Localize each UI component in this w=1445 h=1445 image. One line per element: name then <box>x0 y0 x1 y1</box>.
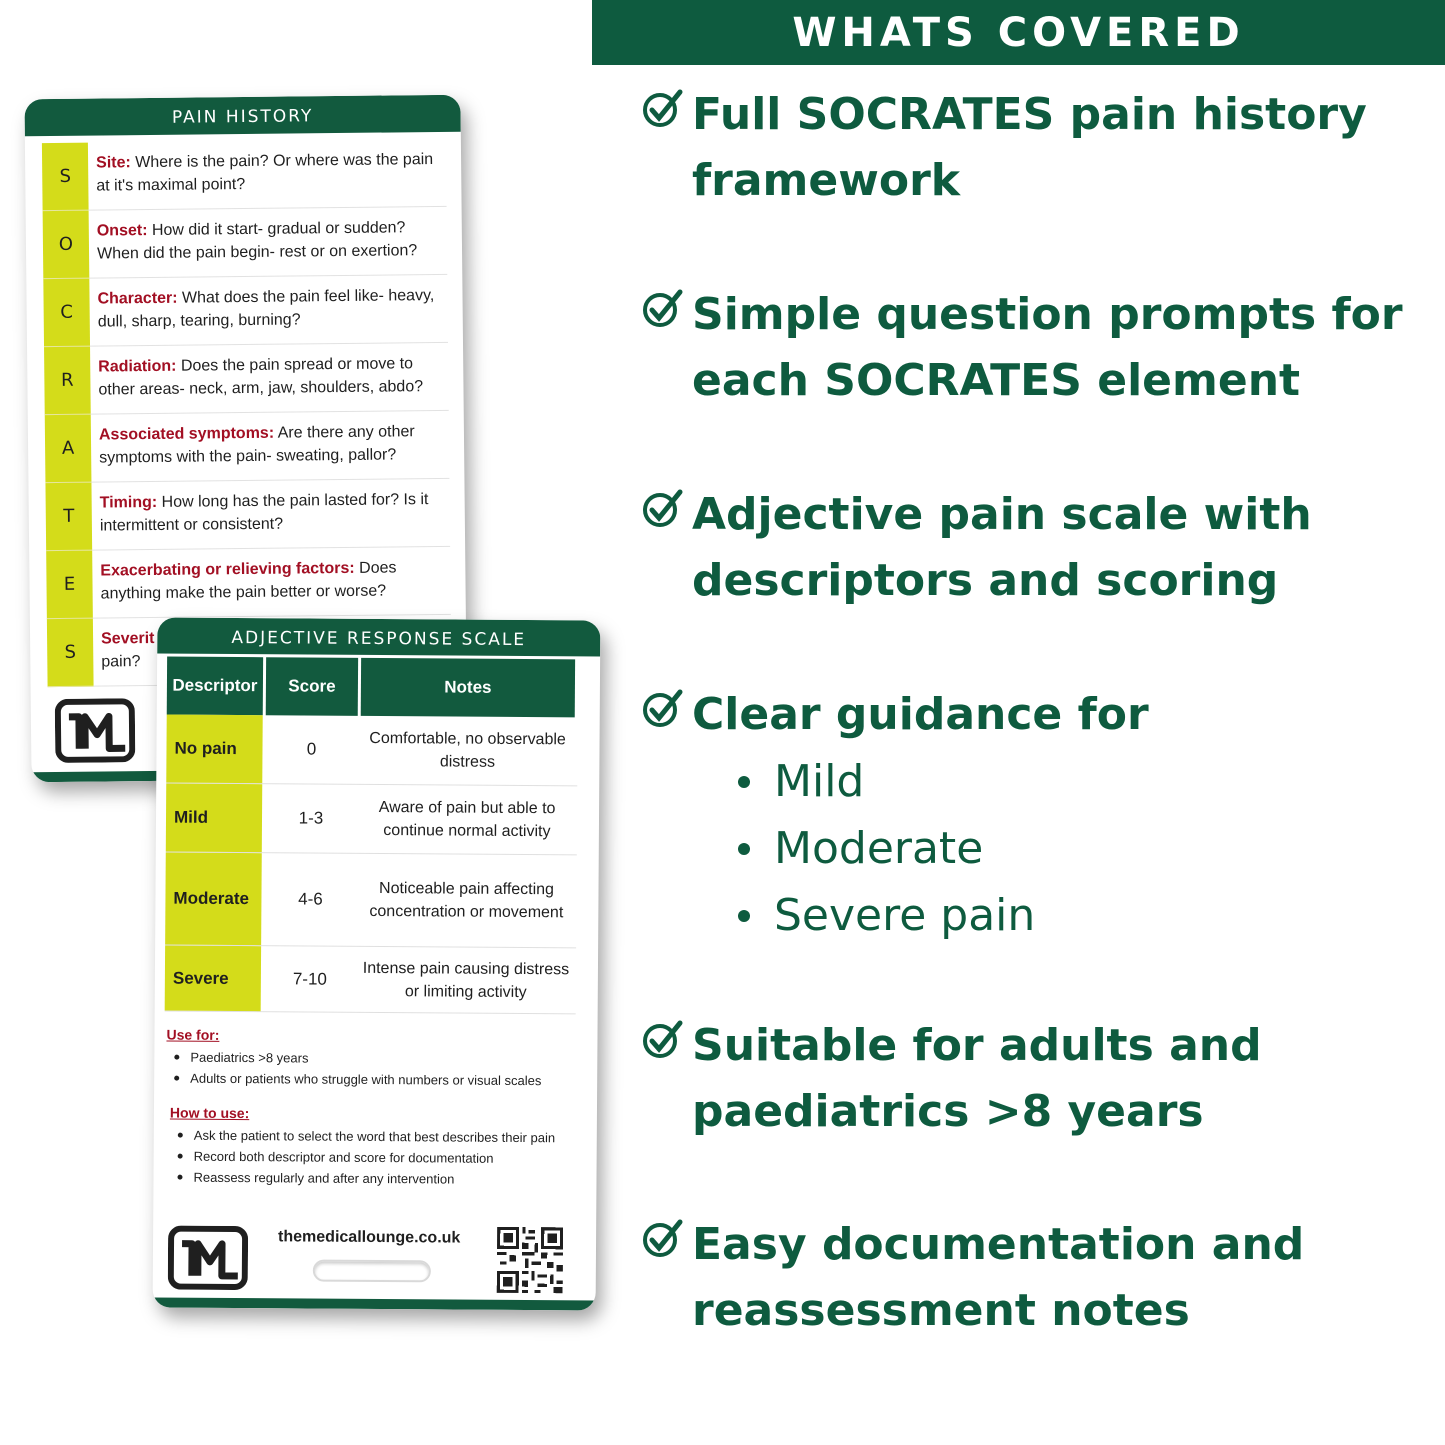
table-row <box>165 853 577 949</box>
feature-text: Clear guidance for <box>692 689 1149 740</box>
bullet-item: Moderate <box>732 815 1430 882</box>
notes-cell: Comfortable, no observable distress <box>369 729 566 771</box>
list-item: Ask the patient to select the word that best describes their pain <box>170 1125 590 1149</box>
use-for-heading: Use for: <box>166 1026 220 1043</box>
descriptor-cell: Mild <box>166 784 262 853</box>
feature-item <box>640 282 1430 414</box>
card-title: PAIN HISTORY <box>24 95 460 137</box>
feature-item <box>640 82 1430 214</box>
notes-cell: Aware of pain but able to continue normal activity <box>378 799 556 841</box>
score-cell: 4-6 <box>298 889 323 909</box>
whats-covered-banner: WHATS COVERED <box>592 0 1445 65</box>
socrates-row <box>45 411 450 483</box>
feature-item <box>640 1013 1430 1145</box>
socrates-letter: E <box>46 551 93 619</box>
socrates-row <box>43 207 448 279</box>
table-row <box>166 784 577 856</box>
socrates-row <box>44 343 449 415</box>
socrates-question: Radiation: Does the pain spread or move to other areas- neck, arm, jaw, shoulders, abdo? <box>90 343 449 415</box>
score-cell: 7-10 <box>292 968 327 989</box>
use-for-section <box>166 1027 586 1092</box>
socrates-question: Associated symptoms: Are there any other symptoms with the pain- sweating, pallor? <box>91 411 450 483</box>
feature-item <box>640 682 1430 949</box>
socrates-question: Severit pain? <box>93 615 452 687</box>
check-circle-icon <box>640 686 684 730</box>
socrates-grid <box>42 139 452 687</box>
how-to-heading: How to use: <box>169 1104 250 1122</box>
check-circle-icon <box>640 86 684 130</box>
column-header: Notes <box>361 658 575 717</box>
table-header <box>167 657 578 718</box>
feature-text: Adjective pain scale with descriptors and scoring <box>692 489 1312 606</box>
socrates-letter: A <box>45 415 92 483</box>
feature-text: Full SOCRATES pain history framework <box>692 89 1367 206</box>
socrates-row <box>46 547 451 619</box>
card-title: ADJECTIVE RESPONSE SCALE <box>157 617 600 656</box>
socrates-letter: O <box>43 211 90 279</box>
column-header: Score <box>266 657 358 716</box>
scale-table <box>165 657 578 1015</box>
table-row <box>166 715 577 787</box>
check-circle-icon <box>640 486 684 530</box>
feature-item <box>640 482 1430 614</box>
socrates-question: Site: Where is the pain? Or where was the pain at it's maximal point? <box>88 139 447 211</box>
table-row <box>165 946 576 1015</box>
descriptor-cell: Severe <box>165 946 261 1012</box>
feature-text: Simple question prompts for each SOCRATES element <box>692 289 1403 406</box>
tml-logo-icon <box>55 698 136 763</box>
feature-text: Easy documentation and reassessment notes <box>692 1219 1305 1336</box>
feature-item <box>640 1212 1430 1344</box>
bullet-item: Mild <box>732 748 1430 815</box>
notes-cell: Noticeable pain affecting concentration or movement <box>369 880 564 922</box>
socrates-question: Exacerbating or relieving factors: Does anything make the pain better or worse? <box>92 547 451 619</box>
bullet-item: Severe pain <box>732 882 1430 949</box>
descriptor-cell: Moderate <box>165 853 262 946</box>
notes-cell: Intense pain causing distress or limiting activity <box>362 959 570 1001</box>
lanyard-slot <box>313 1260 431 1283</box>
socrates-row <box>43 275 448 347</box>
check-circle-icon <box>640 1017 684 1061</box>
socrates-question: Timing: How long has the pain lasted for? Is it intermittent or consistent? <box>91 479 450 551</box>
socrates-letter: T <box>45 483 92 551</box>
socrates-row <box>42 139 447 211</box>
how-to-section <box>169 1105 590 1191</box>
website-link[interactable]: themedicallounge.co.uk <box>278 1228 461 1247</box>
socrates-letter: S <box>47 619 94 687</box>
list-item: Record both descriptor and score for documentation <box>170 1146 590 1170</box>
severity-bullet-list <box>732 748 1430 949</box>
list-item: Adults or patients who struggle with numbers or visual scales <box>166 1068 586 1092</box>
qr-code-icon <box>497 1227 563 1293</box>
descriptor-cell: No pain <box>166 715 262 784</box>
score-cell: 0 <box>306 739 317 759</box>
column-header: Descriptor <box>167 657 263 716</box>
socrates-letter: S <box>42 143 89 211</box>
card-footer-bar <box>153 1297 596 1310</box>
socrates-letter: C <box>43 279 90 347</box>
socrates-question: Onset: How did it start- gradual or sudden? When did the pain begin- rest or on exertion? <box>89 207 448 279</box>
feature-text: Suitable for adults and paediatrics >8 years <box>692 1020 1262 1137</box>
check-circle-icon <box>640 286 684 330</box>
adjective-scale-card <box>153 617 601 1310</box>
score-cell: 1-3 <box>298 808 324 828</box>
socrates-letter: R <box>44 347 91 415</box>
socrates-row <box>45 479 450 551</box>
tml-logo-icon <box>168 1226 248 1291</box>
check-circle-icon <box>640 1216 684 1260</box>
list-item: Paediatrics >8 years <box>166 1047 586 1071</box>
socrates-question: Character: What does the pain feel like- heavy, dull, sharp, tearing, burning? <box>89 275 448 347</box>
list-item: Reassess regularly and after any intervention <box>169 1167 589 1191</box>
